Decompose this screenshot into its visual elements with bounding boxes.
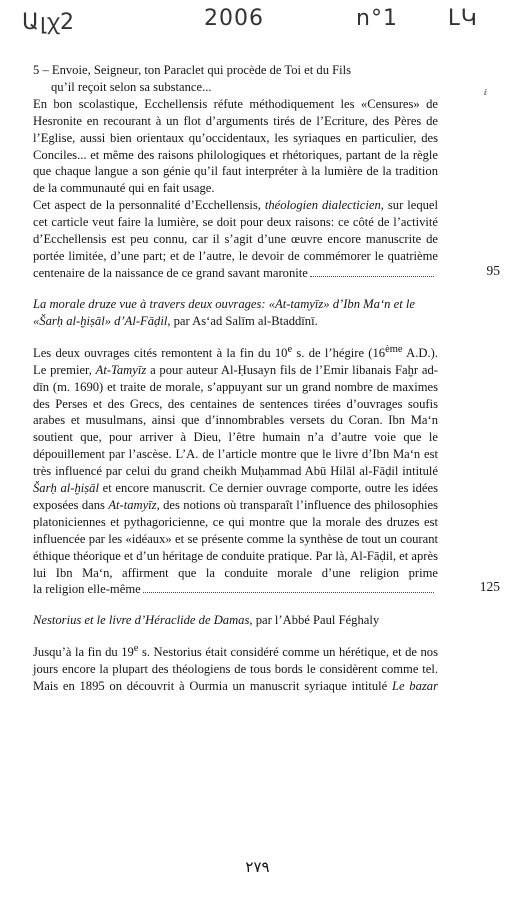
para2-last-line: centenaire de la naissance de ce grand savant maronite [33,265,308,280]
page-reference-95: 95 [486,262,500,278]
prayer-line-2: qu’il reçoit selon sa substance... [51,79,212,94]
paragraph-censures: En bon scolastique, Ecchellensis réfute méthodiquement les «Censures» de Hesronite en recourant à un flot d’arguments tirés de l’Ecriture, des Pères de l’Eglise, aussi bien orientaux qu’occidentaux, les syriaques en particulier, des Conciles... et même des raisons philologiques et rhétoriques, partant de la règle que chaque langue a son génie qu’il faut interpréter à la lumière de la tradition de la communauté qui en fait usage. [33,96,438,196]
article-heading-druze [33,296,438,330]
article-summary-druze: Les deux ouvrages cités remontent à la fin du 10e s. de l’hégire (16ème A.D.). Le premier, At-Tamyīz a pour auteur Al-Ḥusayn fils de l’Emir libanais Faḫr ad-dīn (m. 1690) et traite de morale, s’appuyant sur un grand nombre de maximes des Perses et des Grecs, des centaines de sentences tirées d’ouvrages soufis arabes et musulmans, ainsi que d’innombrables versets du Coran. Ibn Ma‘n soutient que, pour arriver à Dieu, l’être humain n’a d’autre voie que le dépouillement par l’ascèse. L’A. de l’article montre que le livre d’Ibn Ma‘n est très influencé par celui du grand cheikh Muḥammad Abū Hilāl al-Fāḍil intitulé Šarḥ al-ḫiṣāl et encore manuscrit. Ce dernier ouvrage comporte, outre les idées exposées dans At-tamyīz, des notions où transparaît l’influence des philosophies platoniciennes et pythagoricienne, ce qui montre que la morale des druzes est influencée par les «idéaux» et se présente comme la synthèse de tout un courant éthique théorique et d’un héritage de conduite pratique. Par là, Al-Fāḍil, et après lui Ibn Ma‘n, affirment que la conduite morale d’une religion prime la religion elle-même 125 [33,343,500,597]
prayer-quote [33,62,438,96]
handwritten-year: 2006 [204,6,264,31]
margin-mark: ⅈ [484,88,488,97]
article-heading-nestorius [33,612,438,629]
handwritten-reference: Ալꭓ2 [22,10,75,35]
article3-author: , par l’Abbé Paul Féghaly [249,613,380,628]
article2-author: , par As‘ad Salīm al-Btaddīnī. [167,313,318,328]
article2-last-line: la religion elle-même [33,582,141,597]
dot-leader [143,592,434,593]
para2-italic: théologien dialecticien [264,198,381,213]
dot-leader [310,276,434,277]
para2-before: Cet aspect de la personnalité d’Ecchellensis, [33,198,265,213]
page-body [33,62,500,695]
article3-title: Nestorius et le livre d’Héraclide de Damas [33,613,250,628]
handwritten-number: n°1 [356,6,398,31]
prayer-line-1: 5 – Envoie, Seigneur, ton Paraclet qui procède de Toi et du Fils [33,63,352,77]
article-summary-nestorius: Jusqu’à la fin du 19e s. Nestorius était considéré comme un hérétique, et de nos jours encore la plupart des théologiens de tous bords le considèrent comme tel. Mais en 1895 on découvrit à Ourmia un manuscrit syriaque intitulé Le bazar [33,643,438,694]
article2-title: La morale druze vue à travers deux ouvrages: «At-tamyīz» d’Ibn Ma‘n et le «Šarḥ al-ḫiṣāl» d’Al-Fāḍil [33,296,415,328]
paragraph-ecchellensis [33,197,500,282]
para2-after: , sur lequel cet carticle veut faire la lumière, se doit pour deux raisons: ce côté de l’activité d’Ecchellensis est peu connu, car il s’agit d’une œuvre encore manuscrite de portée limitée, d’une part; et de l’autre, le devoir de commémorer le quatrième [33,198,438,263]
page-number-arabic: ٢٧٩ [245,858,270,876]
page-reference-125: 125 [479,579,500,595]
handwritten-code: ԼԿ [448,6,478,31]
